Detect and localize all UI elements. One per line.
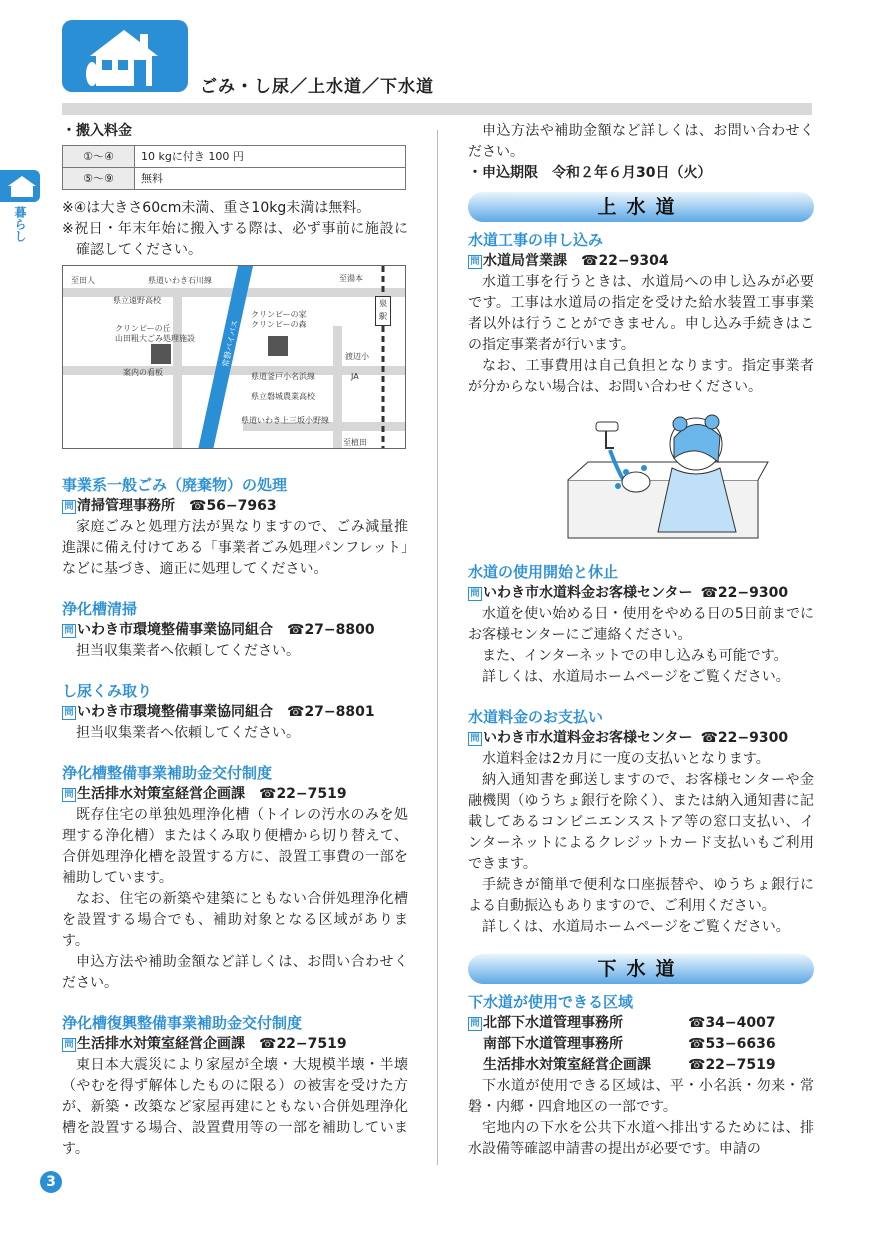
map-label: 県立磐城農業高校 xyxy=(251,392,315,401)
map-label: 至湯本 xyxy=(339,274,363,283)
hand-washing-illustration xyxy=(468,412,814,552)
contact-line xyxy=(468,728,814,749)
column-divider xyxy=(437,130,438,1165)
contact-org: いわき市環境整備事業協同組合 xyxy=(77,622,273,638)
section-title: 事業系一般ごみ（廃棄物）の処理 xyxy=(62,476,288,494)
contact-line xyxy=(62,496,408,517)
contact-line xyxy=(62,702,408,723)
contact-mark: 問 xyxy=(62,624,76,638)
contact-mark: 問 xyxy=(62,1038,76,1052)
contact-line xyxy=(468,1034,814,1055)
contact-tel: ☎22−7519 xyxy=(688,1057,776,1073)
fee-note: ※祝日・年末年始に搬入する際は、必ず事前に施設に確認してください。 xyxy=(62,221,408,258)
map-label: クリンピーの丘 xyxy=(115,324,171,333)
section-title: 浄化槽復興整備事業補助金交付制度 xyxy=(62,1014,303,1032)
access-map xyxy=(62,265,406,449)
table-row xyxy=(63,146,406,168)
section-title: し尿くみ取り xyxy=(62,682,153,700)
contact-mark: 問 xyxy=(468,732,482,746)
map-building xyxy=(268,336,288,356)
map-building xyxy=(151,344,171,364)
contact-org: 生活排水対策室経営企画課 xyxy=(77,1036,245,1052)
section-body: 納入通知書を郵送しますので、お客様センターや金融機関（ゆうちょ銀行を除く）、または納入通知書に記載してあるコンビニエンスストア等の窓口支払い、インターネットによるクレジットカード支払いもご利用できます。 xyxy=(468,772,814,872)
band-josui: 上水道 xyxy=(468,192,814,222)
section-body: 水道料金は2カ月に一度の支払いとなります。 xyxy=(482,751,770,767)
section-body: 申込方法や補助金額など詳しくは、お問い合わせください。 xyxy=(62,954,408,991)
contact-tel: ☎34−4007 xyxy=(688,1015,776,1031)
section-title: 浄化槽清掃 xyxy=(62,600,138,618)
contact-tel: ☎27−8801 xyxy=(287,704,375,720)
header-divider xyxy=(62,103,812,115)
table-row xyxy=(63,168,406,190)
contact-mark: 問 xyxy=(62,706,76,720)
fee-table xyxy=(62,145,406,190)
section-title: 浄化槽整備事業補助金交付制度 xyxy=(62,764,273,782)
map-label: 常磐バイパス xyxy=(221,319,240,368)
contact-tel: ☎27−8800 xyxy=(287,622,375,638)
section-body: また、インターネットでの申し込みも可能です。 xyxy=(482,648,788,664)
section-body: 申込方法や補助金額など詳しくは、お問い合わせください。 xyxy=(468,123,814,160)
contact-tel: ☎22−9304 xyxy=(581,253,669,269)
fee-title: ・搬入料金 xyxy=(62,123,132,139)
section-body: 既存住宅の単独処理浄化槽（トイレの汚水のみを処理する浄化槽）またはくみ取り便槽から切り替えて、合併処理浄化槽を設置する方に、設置工事費の一部を補助しています。 xyxy=(62,807,408,886)
map-label: 県道いわき上三坂小野線 xyxy=(241,416,329,425)
contact-mark: 問 xyxy=(468,587,482,601)
contact-line xyxy=(62,620,408,641)
header-house-icon xyxy=(62,20,188,92)
map-label: クリンピーの森 xyxy=(251,320,307,329)
section-body: 下水道が使用できる区域は、平・小名浜・勿来・常磐・内郷・四倉地区の一部です。 xyxy=(468,1078,814,1115)
contact-org: いわき市水道料金お客様センター xyxy=(483,730,693,746)
section-title: 下水道が使用できる区域 xyxy=(468,993,634,1011)
contact-org: いわき市水道料金お客様センター xyxy=(483,585,693,601)
section-body: 詳しくは、水道局ホームページをご覧ください。 xyxy=(482,919,790,935)
section-body: 水道工事を行うときは、水道局への申し込みが必要です。工事は水道局の指定を受けた給水装置工事事業者以外は行うことができません。申し込み手続きはこの指定事業者が行います。 xyxy=(468,274,814,353)
map-label: 案内の看板 xyxy=(123,368,163,377)
map-station: 泉駅 xyxy=(375,296,391,326)
contact-line xyxy=(468,583,814,604)
section-body: なお、住宅の新築や建築にともない合併処理浄化槽を設置する場合でも、補助対象となる区域があります。 xyxy=(62,891,408,949)
deadline: ・申込期限 令和２年６月30日（火） xyxy=(468,165,712,181)
contact-mark: 問 xyxy=(468,1017,482,1031)
contact-org: 生活排水対策室経営企画課 xyxy=(77,786,245,802)
section-body: 東日本大震災により家屋が全壊・大規模半壊・半壊（やむを得ず解体したものに限る）の被害を受けた方が、新築・改築など家屋再建にともない合併処理浄化槽を設置する場合、設置費用等の一部を補助しています。 xyxy=(62,1057,408,1157)
contact-tel: ☎22−7519 xyxy=(259,786,347,802)
section-body: 詳しくは、水道局ホームページをご覧ください。 xyxy=(482,669,790,685)
contact-line xyxy=(468,251,814,272)
map-label: 県道釜戸小名浜線 xyxy=(251,372,315,381)
contact-tel: ☎22−9300 xyxy=(700,730,789,746)
contact-org: 北部下水道管理事務所 xyxy=(483,1015,623,1031)
map-label: クリンピーの家 xyxy=(251,310,307,319)
contact-org: 水道局営業課 xyxy=(483,253,567,269)
map-label: JA xyxy=(351,372,359,381)
contact-line xyxy=(62,1034,408,1055)
contact-mark: 問 xyxy=(62,788,76,802)
contact-line xyxy=(468,1013,814,1034)
section-body: 家庭ごみと処理方法が異なりますので、ごみ減量推進課に備え付けてある「事業者ごみ処理パンフレット」などに基づき、適正に処理してください。 xyxy=(62,519,408,577)
map-label: 至植田 xyxy=(343,438,367,447)
contact-mark: 問 xyxy=(62,500,76,514)
side-house-icon xyxy=(0,170,40,202)
contact-line xyxy=(62,784,408,805)
section-title: 水道の使用開始と休止 xyxy=(468,563,619,581)
fee-key: ①〜④ xyxy=(63,146,135,168)
map-label: 県道いわき石川線 xyxy=(148,276,212,285)
contact-tel: ☎22−7519 xyxy=(259,1036,347,1052)
section-title: 水道料金のお支払い xyxy=(468,708,604,726)
section-body: 水道を使い始める日・使用をやめる日の5日前までにお客様センターにご連絡ください。 xyxy=(468,606,814,643)
section-title: 水道工事の申し込み xyxy=(468,231,604,249)
contact-org: 生活排水対策室経営企画課 xyxy=(483,1057,651,1073)
section-body: 担当収集業者へ依頼してください。 xyxy=(76,725,300,741)
fee-value: 10 kgに付き 100 円 xyxy=(135,146,406,168)
fee-note: ※④は大きさ60cm未満、重さ10kg未満は無料。 xyxy=(62,200,371,216)
contact-org: 南部下水道管理事務所 xyxy=(483,1036,623,1052)
page-title: ごみ・し尿／上水道／下水道 xyxy=(200,77,434,97)
contact-tel: ☎56−7963 xyxy=(189,498,277,514)
contact-org: 清掃管理事務所 xyxy=(77,498,175,514)
section-body: 宅地内の下水を公共下水道へ排出するためには、排水設備等確認申請書の提出が必要です。申請の xyxy=(468,1120,814,1157)
band-gesui: 下水道 xyxy=(468,954,814,984)
contact-mark: 問 xyxy=(468,255,482,269)
right-column xyxy=(468,121,814,1160)
map-label: 至田人 xyxy=(71,276,95,285)
section-body: なお、工事費用は自己負担となります。指定事業者が分からない場合は、お問い合わせください。 xyxy=(468,358,814,395)
contact-line xyxy=(468,1055,814,1076)
fee-key: ⑤〜⑨ xyxy=(63,168,135,190)
side-tab-label: 暮らし xyxy=(13,206,27,242)
contact-tel: ☎53−6636 xyxy=(688,1036,776,1052)
side-tab xyxy=(0,170,40,242)
left-column xyxy=(62,121,408,1160)
map-label: 県立遠野高校 xyxy=(113,296,161,305)
contact-tel: ☎22−9300 xyxy=(700,585,789,601)
contact-org: いわき市環境整備事業協同組合 xyxy=(77,704,273,720)
map-label: 山田粗大ごみ処理施設 xyxy=(115,334,195,343)
section-body: 担当収集業者へ依頼してください。 xyxy=(76,643,300,659)
map-label: 渡辺小 xyxy=(345,352,369,361)
page-number: 3 xyxy=(40,1171,62,1193)
section-body: 手続きが簡単で便利な口座振替や、ゆうちょ銀行による自動振込もありますので、ご利用ください。 xyxy=(468,877,814,914)
fee-value: 無料 xyxy=(135,168,406,190)
